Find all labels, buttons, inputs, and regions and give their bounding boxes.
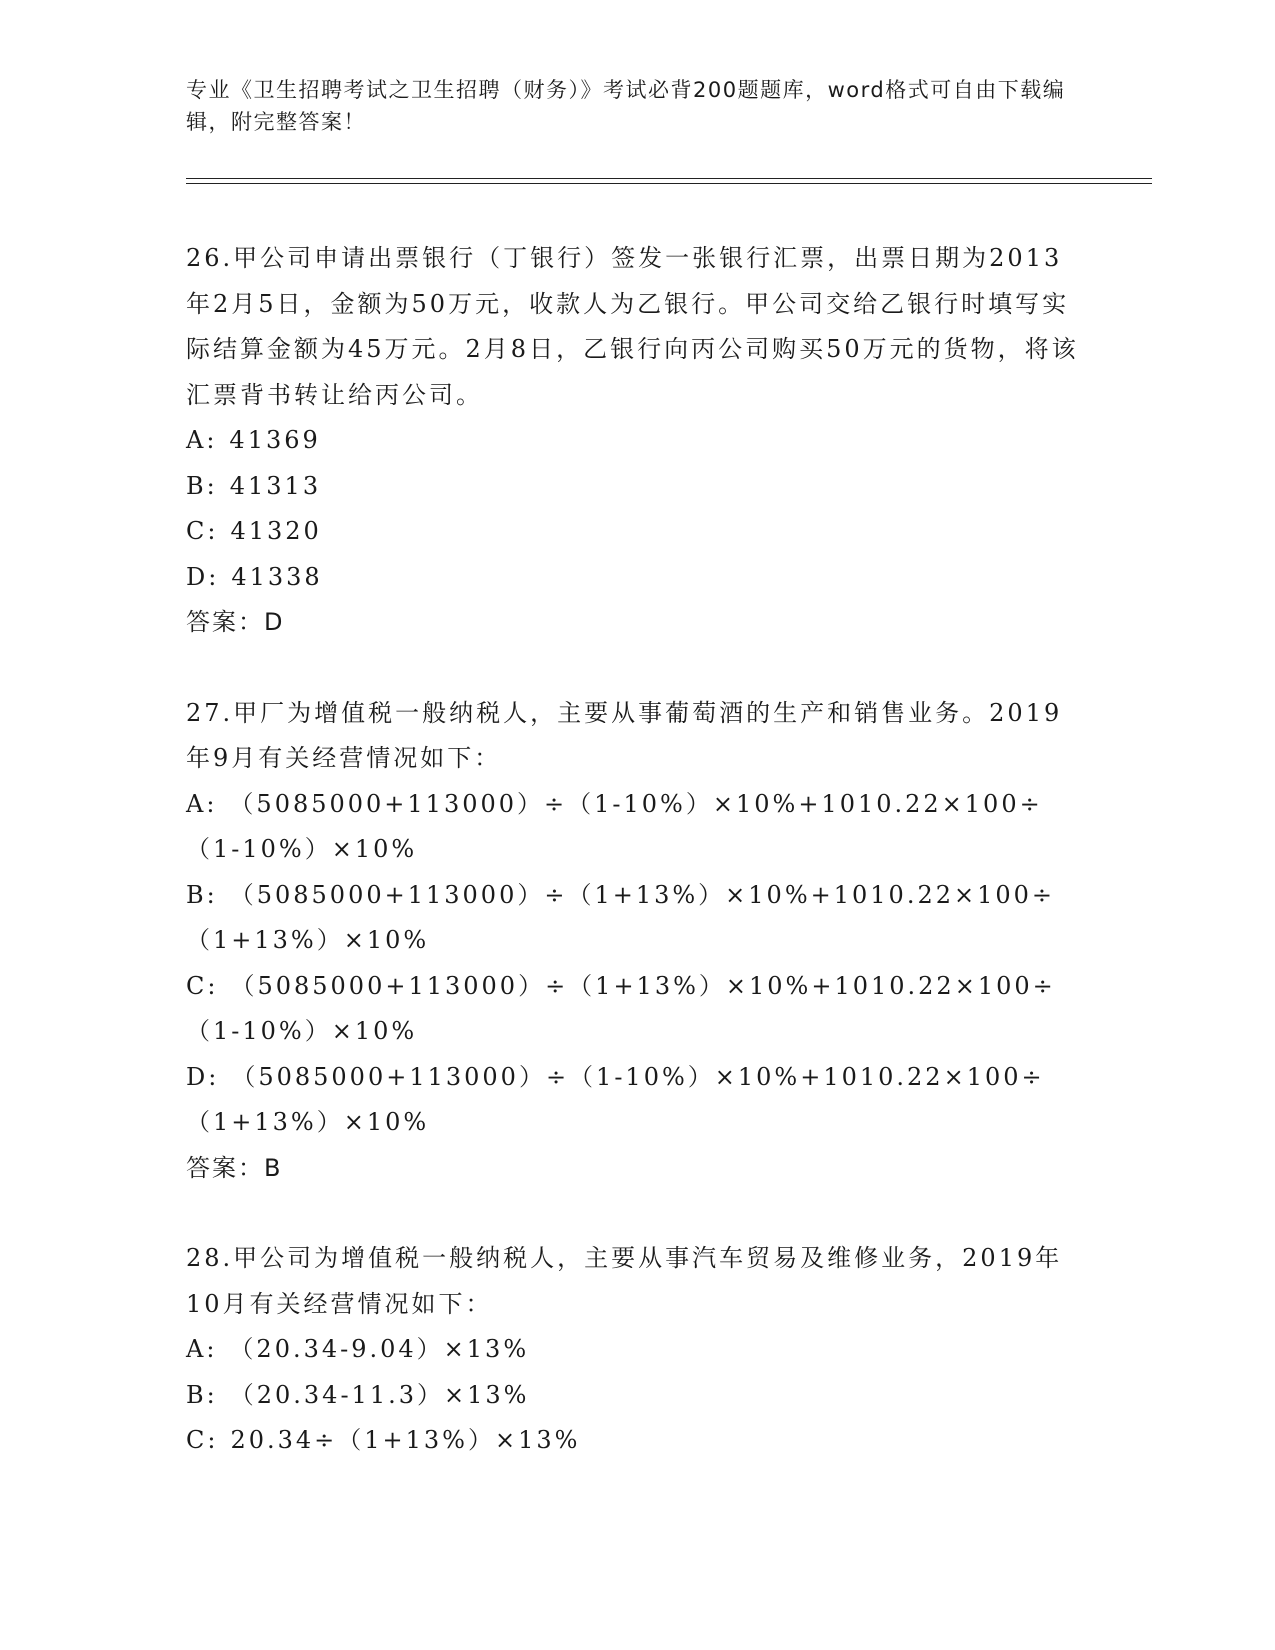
- option-text: （5085000+113000）÷（1-10%）×10%+1010.22×100÷（1+13%）×10%: [186, 1062, 1045, 1136]
- header-divider-top: [186, 178, 1152, 179]
- option-key: B:: [186, 471, 218, 500]
- option-text: （5085000+113000）÷（1-10%）×10%+1010.22×100÷（1-10%）×10%: [186, 789, 1043, 863]
- question-stem: 27.甲厂为增值税一般纳税人，主要从事葡萄酒的生产和销售业务。2019年9月有关经营情况如下：: [186, 698, 1063, 772]
- option-text: 41338: [231, 562, 323, 591]
- option-key: B:: [186, 1380, 218, 1409]
- option-a: [186, 782, 1086, 873]
- option-b: [186, 1373, 1086, 1419]
- question-28: [186, 1236, 1086, 1464]
- option-key: C:: [186, 1426, 219, 1454]
- option-text: （5085000+113000）÷（1+13%）×10%+1010.22×100÷（1+13%）×10%: [186, 880, 1056, 954]
- option-key: D:: [186, 1062, 220, 1091]
- option-d: [186, 555, 1086, 601]
- question-26: [186, 236, 1086, 646]
- option-key: A:: [186, 1335, 218, 1363]
- question-stem: 28.甲公司为增值税一般纳税人，主要从事汽车贸易及维修业务，2019年10月有关经营情况如下：: [186, 1244, 1063, 1318]
- option-key: B:: [186, 880, 218, 909]
- option-key: C:: [186, 517, 219, 545]
- option-text: 41320: [230, 517, 322, 545]
- option-a: [186, 1327, 1086, 1373]
- answer-line: 答案：D: [186, 608, 285, 636]
- option-text: 41369: [229, 426, 321, 454]
- question-27: [186, 691, 1086, 1192]
- option-key: C:: [186, 971, 219, 1000]
- option-b: [186, 464, 1086, 510]
- document-header: 专业《卫生招聘考试之卫生招聘（财务）》考试必背200题题库，word格式可自由下载编辑，附完整答案！: [186, 78, 1066, 134]
- option-c: [186, 509, 1086, 555]
- question-stem: 26.甲公司申请出票银行（丁银行）签发一张银行汇票，出票日期为2013年2月5日，金额为50万元，收款人为乙银行。甲公司交给乙银行时填写实际结算金额为45万元。2月8日，乙银行向丙公司购买50万元的货物，将该汇票背书转让给丙公司。: [186, 244, 1079, 409]
- option-key: A:: [186, 426, 218, 454]
- option-key: D:: [186, 562, 220, 591]
- option-b: [186, 873, 1086, 964]
- header-divider-bottom: [186, 183, 1152, 184]
- answer-line: 答案：B: [186, 1153, 283, 1182]
- option-c: [186, 1418, 1086, 1464]
- option-c: [186, 964, 1086, 1055]
- option-key: A:: [186, 789, 218, 818]
- option-text: （20.34-9.04）×13%: [229, 1335, 530, 1363]
- option-text: （5085000+113000）÷（1+13%）×10%+1010.22×100÷（1-10%）×10%: [186, 971, 1056, 1045]
- option-text: （20.34-11.3）×13%: [229, 1380, 530, 1409]
- option-text: 20.34÷（1+13%）×13%: [230, 1426, 581, 1454]
- option-d: [186, 1055, 1086, 1146]
- option-text: 41313: [229, 471, 322, 500]
- question-list: [186, 236, 1086, 1509]
- option-a: [186, 418, 1086, 464]
